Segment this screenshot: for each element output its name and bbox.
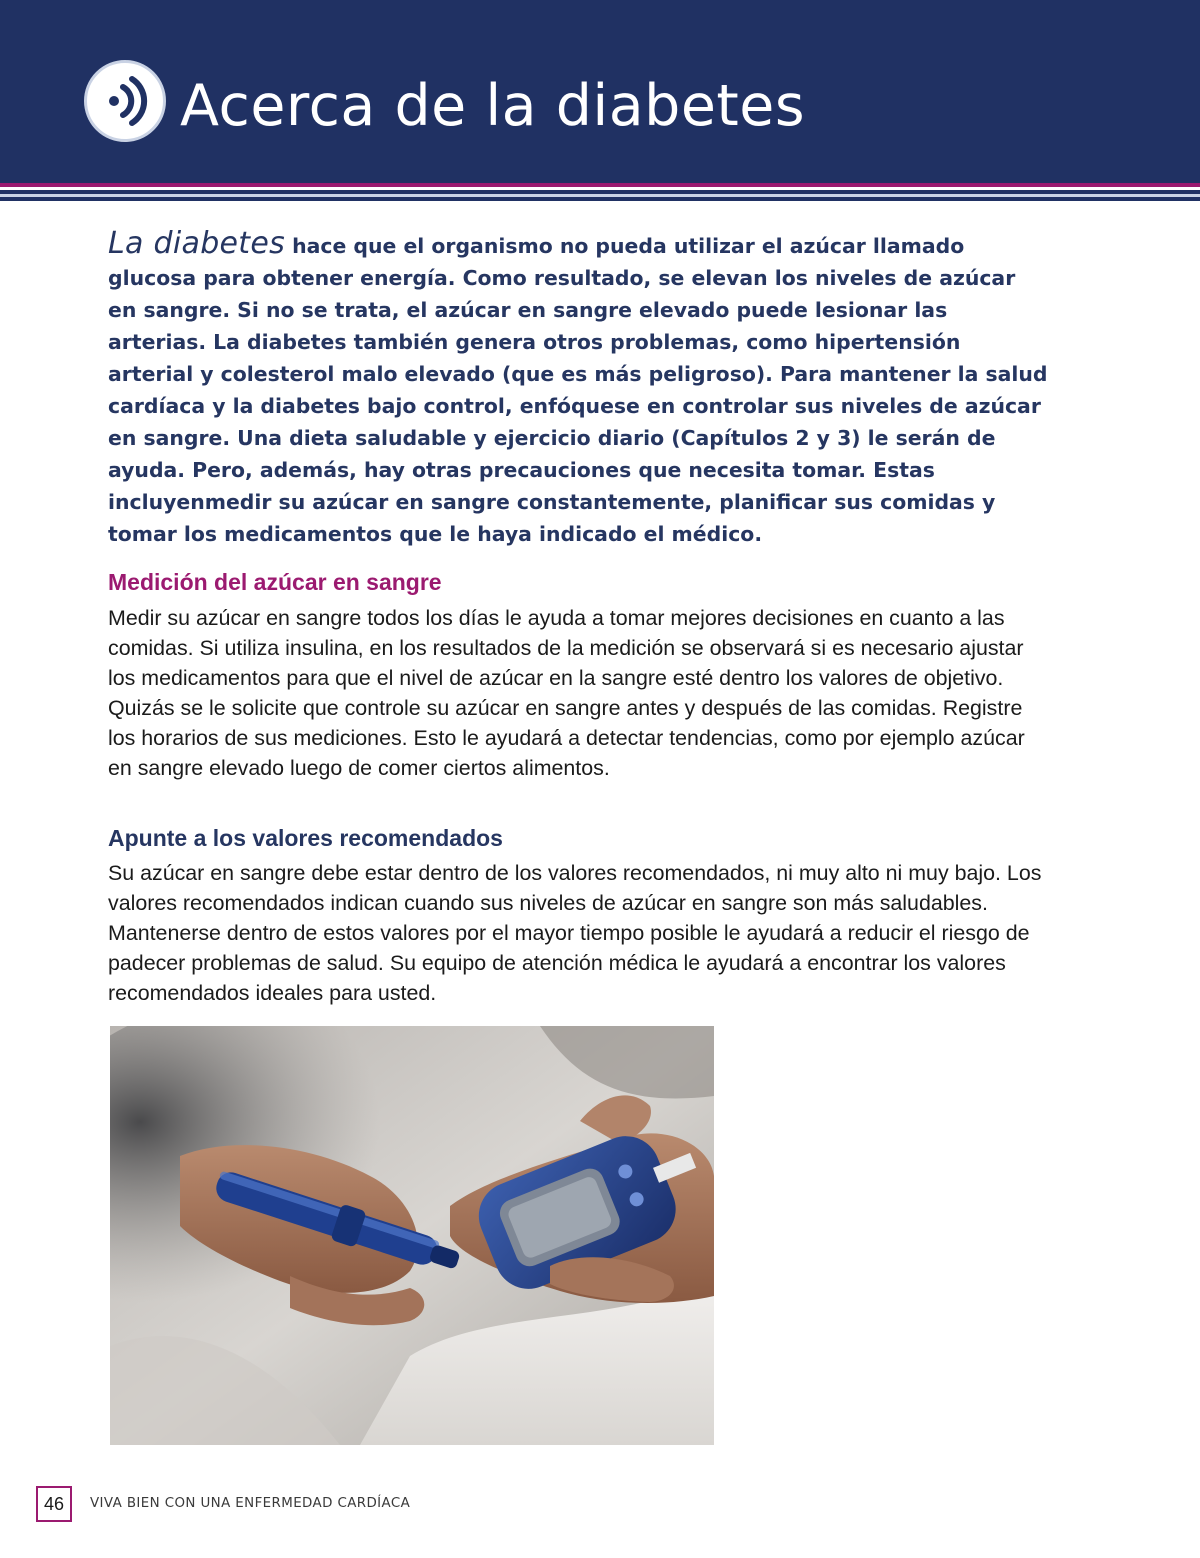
page-title: Acerca de la diabetes — [180, 73, 806, 139]
lead-term: La diabetes — [108, 226, 286, 261]
glucose-meter-photo — [110, 1026, 714, 1445]
page-number: 46 — [36, 1486, 72, 1522]
section-body-target-range: Su azúcar en sangre debe estar dentro de los valores recomendados, ni muy alto ni muy bajo. Los valores recomendados indican cuando sus niveles de azúcar en sangre son más saludables. Mantenerse dentro de estos valores por el mayor tiempo posible le ayudará a reducir el riesgo de padecer problemas de salud. Su equipo de atención médica le ayudará a encontrar los valores recomendados ideales para usted. — [108, 861, 1042, 1006]
header-rule-bottom — [0, 197, 1200, 201]
section-body-measurement: Medir su azúcar en sangre todos los días le ayuda a tomar mejores decisiones en cuanto a las comidas. Si utiliza insulina, en los resultados de la medición se observará si es necesario ajustar los medicamentos para que el nivel de azúcar en la sangre esté dentro los valores de objetivo. Quizás se le solicite que controle su azúcar en sangre antes y después de las comidas. Registre los horarios de sus mediciones. Esto le ayudará a detectar tendencias, como por ejemplo azúcar en sangre elevado luego de comer ciertos alimentos. — [108, 606, 1025, 781]
section-heading-target-range: Apunte a los valores recomendados — [108, 825, 503, 851]
lead-text: hace que el organismo no pueda utilizar el azúcar llamado glucosa para obtener energía. Como resultado, se elevan los niveles de azúcar en sangre. Si no se trata, el azúcar en sangre elevado puede lesionar las arterias. La diabetes también genera otros problemas, como hipertensión arterial y colesterol malo elevado (que es más peligroso). Para mantener la salud cardíaca y la diabetes bajo control, enfóquese en controlar sus niveles de azúcar en sangre. Una dieta saludable y ejercicio diario (Capítulos 2 y 3) le serán de ayuda. Pero, además, hay otras precauciones que necesita tomar. Estas incluyenmedir su azúcar en sangre constantemente, planificar sus comidas y tomar los medicamentos que le haya indicado el médico. — [108, 234, 1048, 546]
section-heading-measurement: Medición del azúcar en sangre — [108, 569, 442, 595]
footer-publication-title: VIVA BIEN CON UNA ENFERMEDAD CARDÍACA — [90, 1496, 411, 1511]
sound-waves-icon — [84, 60, 166, 142]
lead-paragraph — [108, 228, 1048, 550]
header-rule-accent — [0, 183, 1200, 187]
glucose-meter-illustration — [110, 1026, 714, 1445]
